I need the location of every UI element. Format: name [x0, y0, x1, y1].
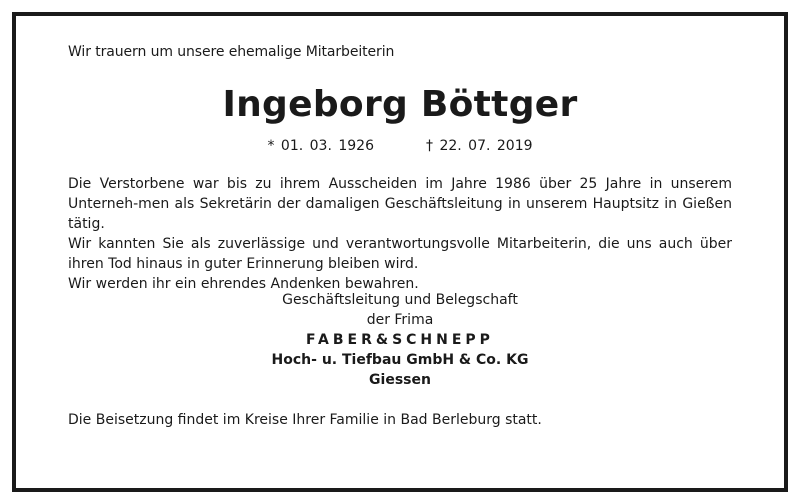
body-paragraph-3: Wir werden ihr ein ehrendes Andenken bewahren. [68, 276, 419, 292]
signers-line-2: der Frima [366, 312, 434, 328]
signers-line-1: Geschäftsleitung und Belegschaft [282, 292, 518, 308]
company-city: Giessen [369, 372, 431, 388]
life-dates [68, 138, 732, 154]
death-date: † 22. 07. 2019 [426, 138, 533, 154]
company-legal-form: Hoch- u. Tiefbau GmbH & Co. KG [271, 352, 529, 368]
deceased-name: Ingeborg Böttger [222, 84, 578, 125]
signers-block [68, 290, 732, 390]
body-paragraph-1: Die Verstorbene war bis zu ihrem Ausscheiden im Jahre 1986 über 25 Jahre in unserem Unterneh-men als Sekretärin der damaligen Geschäftsleitung in unserem Hauptsitz in Gießen tätig. [68, 176, 732, 232]
obituary-frame [12, 12, 788, 492]
birth-date: * 01. 03. 1926 [267, 138, 374, 154]
funeral-note: Die Beisetzung findet im Kreise Ihrer Familie in Bad Berleburg statt. [68, 412, 542, 428]
body-paragraph-2: Wir kannten Sie als zuverlässige und verantwortungsvolle Mitarbeiterin, die uns auch über ihren Tod hinaus in guter Erinnerung bleiben wird. [68, 236, 732, 272]
obituary-body [68, 174, 732, 294]
obituary-content [68, 16, 732, 488]
intro-text: Wir trauern um unsere ehemalige Mitarbeiterin [68, 44, 395, 60]
company-name: FABER&SCHNEPP [306, 332, 494, 348]
